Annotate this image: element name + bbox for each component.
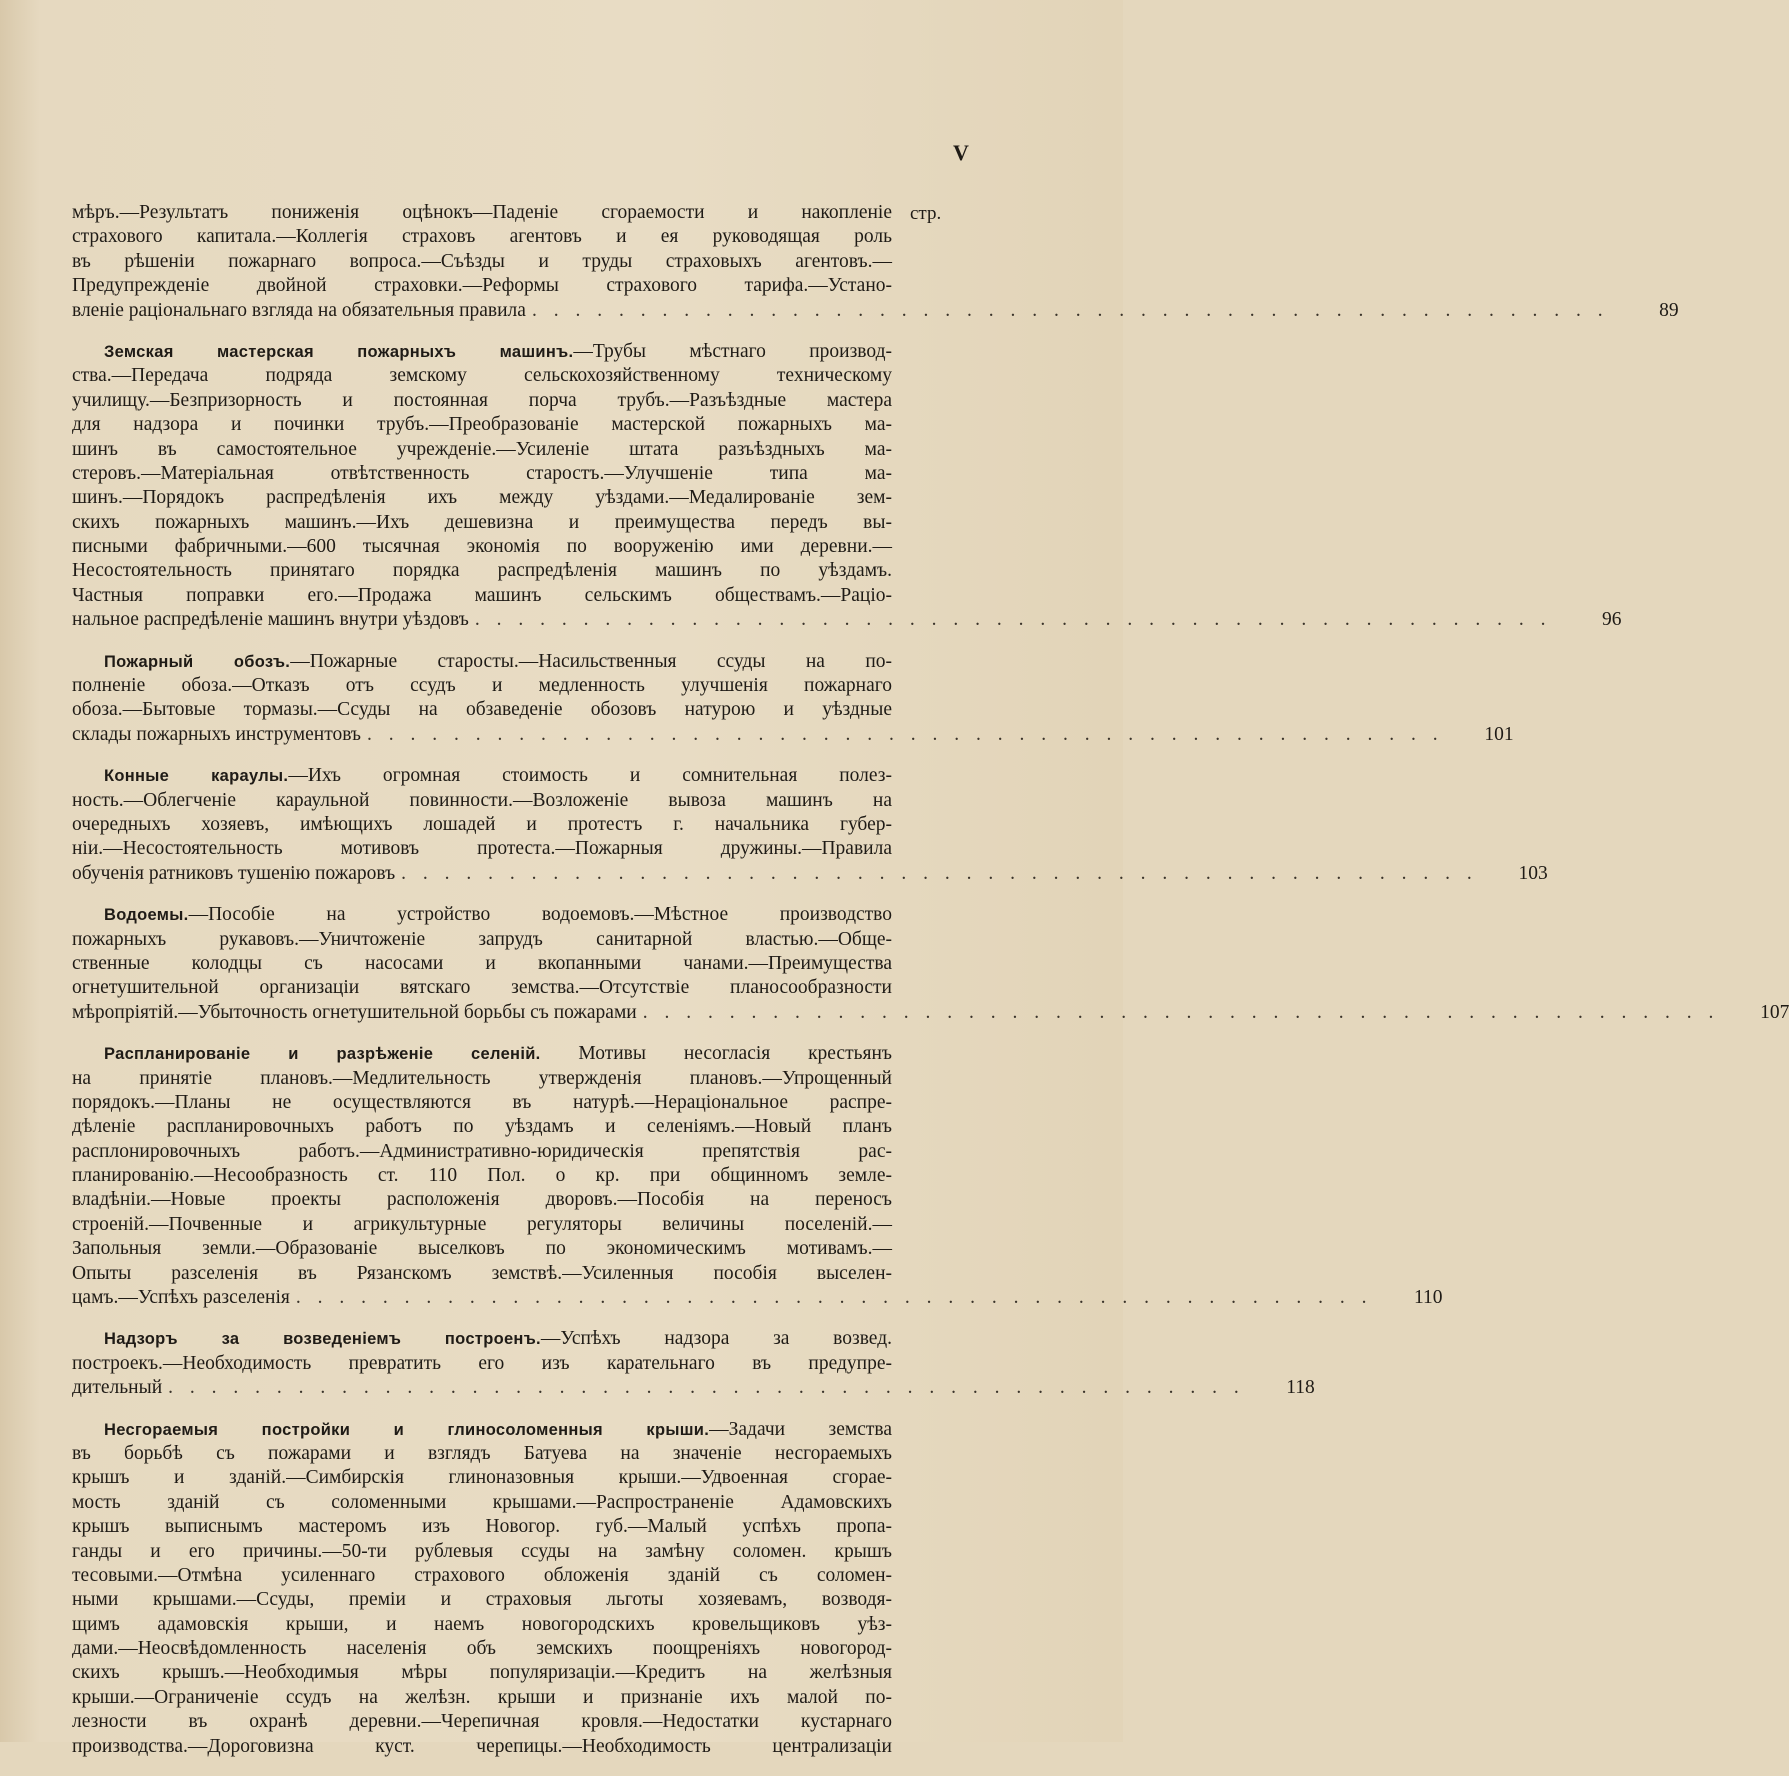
- toc-line-text: въ борьбѣ съ пожарами и взглядъ Батуева на значеніе несгораемыхъ: [72, 1442, 892, 1464]
- toc-line-text: ность.—Облегченіе караульной повинности.—Возложеніе вывоза машинъ на: [72, 789, 892, 811]
- toc-line-text: строеній.—Почвенные и агрикультурные регуляторы величины поселеній.—: [72, 1213, 892, 1235]
- toc-line-text: ніи.—Несостоятельность мотивовъ протеста.—Пожарныя дружины.—Правила: [72, 838, 892, 860]
- toc-line-text: крыши.—Ограниченіе ссудъ на желѣзн. крыши и признаніе ихъ малой по-: [72, 1686, 892, 1708]
- toc-line: [72, 674, 962, 698]
- toc-line-rest: —Задачи земства: [709, 1418, 892, 1440]
- toc-line: [72, 413, 962, 437]
- toc-line: [72, 1164, 962, 1188]
- toc-line-text: Частныя поправки его.—Продажа машинъ сельскимъ обществамъ.—Раціо-: [72, 584, 892, 606]
- toc-line-text: нальное распредѣленіе машинъ внутри уѣздовъ: [72, 609, 469, 631]
- toc-line-text: [72, 1327, 892, 1351]
- toc-line: [72, 486, 962, 510]
- toc-line-text: [72, 1042, 892, 1066]
- toc-line: [72, 862, 1548, 886]
- toc-line: [72, 723, 1514, 747]
- toc-line-text: [72, 340, 892, 364]
- toc-line: [72, 952, 962, 976]
- toc-line-text: дами.—Неосвѣдомленность населенія объ земскихъ поощреніяхъ новогород-: [72, 1638, 892, 1660]
- toc-line-text: мѣропріятій.—Убыточность огнетушительной борьбы съ пожарами: [72, 1001, 637, 1023]
- toc-line-text: производства.—Дороговизна куст. черепицы.—Необходимость централизаціи: [72, 1735, 892, 1757]
- toc-line: [72, 389, 962, 413]
- toc-line: [72, 1661, 962, 1685]
- toc-line: [72, 274, 962, 298]
- toc-line-text: [72, 903, 892, 927]
- toc-line: [72, 559, 962, 583]
- toc-line-text: расплонировочныхъ работъ.—Административно-юридическія препятствія рас-: [72, 1140, 892, 1162]
- toc-line: [72, 438, 962, 462]
- toc-line: [72, 535, 962, 559]
- toc-line-text: [72, 764, 892, 788]
- toc-line-text: для надзора и починки трубъ.—Преобразованіе мастерской пожарныхъ ма-: [72, 414, 892, 436]
- section-heading: Распланированіе и разрѣженіе селеній.: [104, 1045, 541, 1064]
- toc-line: [72, 1042, 962, 1066]
- toc-line: [72, 584, 962, 608]
- toc-line-text: [72, 650, 892, 674]
- toc-line-text: Несостоятельность принятаго порядка распредѣленія машинъ по уѣздамъ.: [72, 560, 892, 582]
- toc-line-text: дительный: [72, 1377, 163, 1399]
- toc-entry: [72, 1327, 1315, 1400]
- toc-line: [72, 1115, 962, 1139]
- toc-line-text: стеровъ.—Матеріальная отвѣтственность старостъ.—Улучшеніе типа ма-: [72, 462, 892, 484]
- toc-line-text: писными фабричными.—600 тысячная экономія по вооруженію ими деревни.—: [72, 536, 892, 558]
- toc-line: [72, 650, 962, 674]
- toc-line-rest: —Успѣхъ надзора за возвед.: [540, 1328, 892, 1350]
- toc-line: [72, 250, 962, 274]
- toc-line: [72, 364, 962, 388]
- page-column-label: стр.: [910, 203, 942, 224]
- toc-line-text: [72, 1418, 892, 1442]
- toc-line-text: скихъ крышъ.—Необходимыя мѣры популяризаціи.—Кредитъ на желѣзныя: [72, 1662, 892, 1684]
- toc-line-rest: —Ихъ огромная стоимость и сомнительная полез-: [288, 765, 892, 787]
- toc-line-text: вленіе раціональнаго взгляда на обязательныя правила: [72, 299, 526, 321]
- toc-line: [72, 608, 1622, 632]
- toc-line-rest: Мотивы несогласія крестьянъ: [540, 1043, 892, 1065]
- toc-line: [72, 1067, 962, 1091]
- toc-entry: [72, 1418, 962, 1759]
- toc-line-text: щимъ адамовскія крыши, и наемъ новогородскихъ кровельщиковъ уѣз-: [72, 1613, 892, 1635]
- toc-line: [72, 1613, 962, 1637]
- toc-line-text: дѣленіе распланировочныхъ работъ по уѣздамъ и селеніямъ.—Новый планъ: [72, 1116, 892, 1138]
- toc-line: [72, 201, 962, 225]
- page-reference: 96: [1601, 609, 1622, 631]
- toc-line-text: полненіе обоза.—Отказъ отъ ссудъ и медленность улучшенія пожарнаго: [72, 675, 892, 697]
- toc-line-text: владѣніи.—Новые проекты расположенія дворовъ.—Пособія на переносъ: [72, 1189, 892, 1211]
- section-heading: Надзоръ за возведеніемъ построенъ.: [104, 1330, 541, 1349]
- toc-entry: [72, 340, 1622, 633]
- toc-line-text: шинъ.—Порядокъ распредѣленія ихъ между уѣздами.—Медалированіе зем-: [72, 487, 892, 509]
- toc-line-text: мѣръ.—Результатъ пониженія оцѣнокъ—Паденіе сгораемости и накопленіе: [72, 202, 892, 223]
- toc-line-text: построекъ.—Необходимость превратить его изъ карательнаго въ предупре-: [72, 1352, 892, 1374]
- toc-line-rest: —Пособіе на устройство водоемовъ.—Мѣстное производство: [188, 904, 892, 926]
- toc-line: [72, 1735, 962, 1759]
- toc-line-text: склады пожарныхъ инструментовъ: [72, 723, 362, 745]
- toc-line: [72, 1564, 962, 1588]
- toc-line: [72, 511, 962, 535]
- toc-line: [72, 1188, 962, 1212]
- toc-line-text: Запольныя земли.—Образованіе выселковъ по экономическимъ мотивамъ.—: [72, 1238, 892, 1260]
- toc-line-text: въ рѣшеніи пожарнаго вопроса.—Съѣзды и труды страховыхъ агентовъ.—: [72, 250, 892, 272]
- toc-line: [72, 1491, 962, 1515]
- toc-line-text: обоза.—Бытовые тормазы.—Ссуды на обзаведеніе обозовъ натурою и уѣздные: [72, 699, 892, 721]
- table-of-contents: [72, 201, 1789, 1776]
- toc-line: [72, 789, 962, 813]
- toc-line: [72, 1237, 962, 1261]
- toc-line: [72, 903, 962, 927]
- page-reference: 107: [1760, 1001, 1789, 1023]
- toc-line-text: планированію.—Несообразность ст. 110 Пол. о кр. при общинномъ земле-: [72, 1165, 892, 1187]
- toc-line-text: обученія ратниковъ тушенію пожаровъ: [72, 862, 396, 884]
- page-reference: 110: [1413, 1287, 1443, 1309]
- toc-line: [72, 976, 962, 1000]
- toc-line: [72, 1001, 1789, 1025]
- toc-line-text: ства.—Передача подряда земскому сельскохозяйственному техническому: [72, 365, 892, 387]
- toc-line-text: страхового капитала.—Коллегія страховъ агентовъ и ея руководящая роль: [72, 226, 892, 248]
- toc-line: [72, 1418, 962, 1442]
- toc-line: [72, 1515, 962, 1539]
- toc-line: [72, 764, 962, 788]
- toc-line-text: на принятіе плановъ.—Медлительность утвержденія плановъ.—Упрощенный: [72, 1067, 892, 1089]
- toc-line: [72, 1710, 962, 1734]
- toc-line: [72, 813, 962, 837]
- toc-line-text: тесовыми.—Отмѣна усиленнаго страхового обложенія зданій съ соломен-: [72, 1564, 892, 1586]
- toc-line-text: шинъ въ самостоятельное учрежденіе.—Усиленіе штата разъѣздныхъ ма-: [72, 438, 892, 460]
- toc-line-text: цамъ.—Успѣхъ разселенія: [72, 1287, 290, 1309]
- toc-line-text: скихъ пожарныхъ машинъ.—Ихъ дешевизна и преимущества передъ вы-: [72, 511, 892, 533]
- toc-entry: [72, 903, 1789, 1025]
- toc-line-text: Опыты разселенія въ Рязанскомъ земствѣ.—Усиленныя пособія выселен-: [72, 1262, 892, 1284]
- toc-line-text: ными крышами.—Ссуды, преміи и страховыя льготы хозяевамъ, возводя-: [72, 1589, 892, 1611]
- toc-line: [72, 225, 962, 249]
- section-heading: Несгораемыя постройки и глиносоломенныя крыши.: [104, 1420, 710, 1439]
- toc-line: [72, 1140, 962, 1164]
- toc-line: [72, 1352, 962, 1376]
- toc-line: [72, 299, 1679, 323]
- toc-line-text: училищу.—Безпризорность и постоянная порча трубъ.—Разъѣздные мастера: [72, 389, 892, 411]
- toc-line-rest: —Пожарные старосты.—Насильственныя ссуды на по-: [290, 650, 893, 672]
- section-heading: Водоемы.: [104, 906, 189, 925]
- toc-line: [72, 1637, 962, 1661]
- toc-line-text: очередныхъ хозяевъ, имѣющихъ лошадей и протестъ г. начальника губер-: [72, 813, 892, 835]
- toc-entry: [72, 201, 1679, 323]
- toc-entry: [72, 764, 1548, 886]
- toc-line-text: пожарныхъ рукавовъ.—Уничтоженіе запрудъ санитарной властью.—Обще-: [72, 928, 892, 950]
- toc-line: [72, 1442, 962, 1466]
- toc-line: [72, 462, 962, 486]
- toc-line: [72, 1213, 962, 1237]
- toc-line-text: порядокъ.—Планы не осуществляются въ натурѣ.—Нераціональное распре-: [72, 1091, 892, 1113]
- toc-line-text: лезности въ охранѣ деревни.—Черепичная кровля.—Недостатки кустарнаго: [72, 1711, 892, 1733]
- toc-line: [72, 1540, 962, 1564]
- toc-line: [72, 1376, 1315, 1400]
- toc-line-rest: —Трубы мѣстнаго производ-: [573, 340, 892, 362]
- page-reference: 101: [1484, 723, 1514, 745]
- dot-leader: . . . . . . . . . . . . . . . . . . . . . . . . . . . . . . . . . . . . . . . . . . . . . . . . . .: [531, 299, 1609, 321]
- dot-leader: . . . . . . . . . . . . . . . . . . . . . . . . . . . . . . . . . . . . . . . . . . . . . . . . . .: [295, 1287, 1373, 1309]
- toc-line: [72, 1286, 1443, 1310]
- toc-entry: [72, 1042, 1443, 1310]
- toc-line: [72, 1327, 962, 1351]
- toc-line-text: Предупрежденіе двойной страховки.—Реформы страхового тарифа.—Устано-: [72, 275, 892, 297]
- toc-line: [72, 837, 962, 861]
- dot-leader: . . . . . . . . . . . . . . . . . . . . . . . . . . . . . . . . . . . . . . . . . . . . . . . . . .: [401, 862, 1478, 884]
- toc-line-text: ганды и его причины.—50-ти рублевыя ссуды на замѣну соломен. крышъ: [72, 1540, 892, 1562]
- toc-line: [72, 698, 962, 722]
- section-heading: Конные караулы.: [104, 767, 289, 786]
- dot-leader: . . . . . . . . . . . . . . . . . . . . . . . . . . . . . . . . . . . . . . . . . . . . . . . . . .: [474, 609, 1552, 631]
- page-reference: 89: [1659, 299, 1679, 321]
- page-reference: 118: [1286, 1377, 1315, 1399]
- toc-line: [72, 1588, 962, 1612]
- toc-line-text: мость зданій съ соломенными крышами.—Распространеніе Адамовскихъ: [72, 1491, 892, 1513]
- section-heading: Пожарный обозъ.: [104, 652, 291, 671]
- toc-line-text: крышъ и зданій.—Симбирскія глиноназовныя крыши.—Удвоенная сгорае-: [72, 1467, 892, 1489]
- toc-line: [72, 1686, 962, 1710]
- dot-leader: . . . . . . . . . . . . . . . . . . . . . . . . . . . . . . . . . . . . . . . . . . . . . . . . . .: [642, 1001, 1720, 1023]
- page-reference: 103: [1518, 862, 1548, 884]
- dot-leader: . . . . . . . . . . . . . . . . . . . . . . . . . . . . . . . . . . . . . . . . . . . . . . . . . .: [168, 1377, 1245, 1399]
- dot-leader: . . . . . . . . . . . . . . . . . . . . . . . . . . . . . . . . . . . . . . . . . . . . . . . . . .: [367, 723, 1444, 745]
- toc-line: [72, 340, 962, 364]
- toc-entry: [72, 650, 1514, 748]
- toc-line-text: крышъ выписнымъ мастеромъ изъ Новогор. губ.—Малый успѣхъ пропа-: [72, 1516, 892, 1538]
- toc-line: [72, 928, 962, 952]
- toc-line-text: огнетушительной организаціи вятскаго земства.—Отсутствіе планосообразности: [72, 977, 892, 999]
- section-heading: Земская мастерская пожарныхъ машинъ.: [104, 342, 574, 361]
- toc-line: [72, 1262, 962, 1286]
- toc-line: [72, 1466, 962, 1490]
- toc-line-text: ственные колодцы съ насосами и вкопанными чанами.—Преимущества: [72, 952, 892, 974]
- page-number: V: [953, 140, 969, 165]
- toc-line: [72, 1091, 962, 1115]
